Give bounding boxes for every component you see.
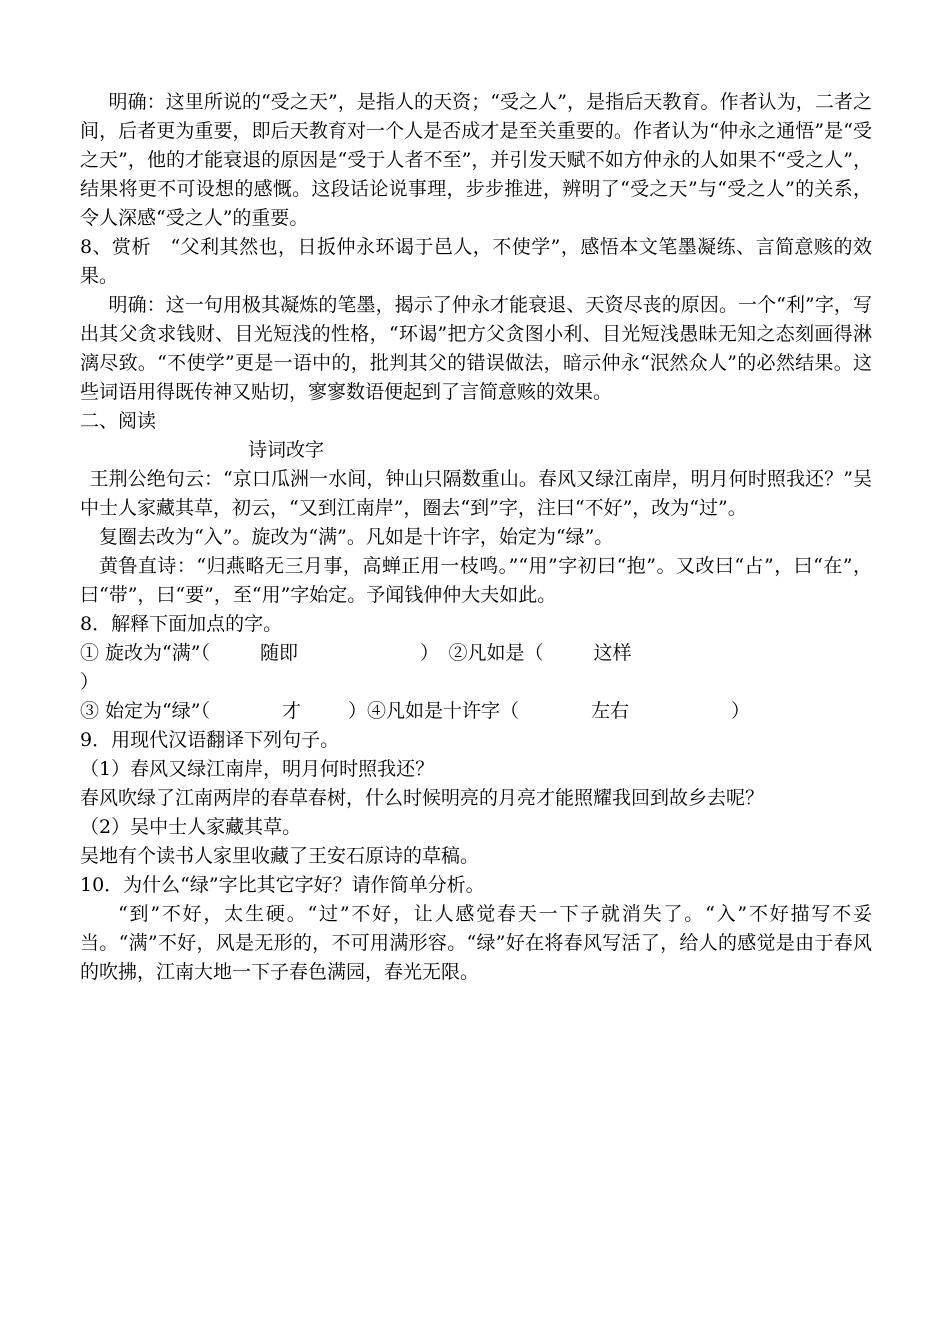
section-heading: 二、阅读 [80, 410, 157, 432]
item-2-label: ） ②凡如是（ [419, 642, 544, 664]
question-9-translation-2: 吴地有个读书人家里收藏了王安石原诗的草稿。 [80, 845, 480, 867]
question-8-row-2 [80, 697, 872, 726]
item-4-close: ） [730, 700, 750, 722]
question-8-row-1 [80, 639, 872, 668]
reading-paragraph-3: 黄鲁直诗：“归燕略无三月事，高蝉正用一枝鸣。”“用”字初曰“抱”。又改曰“占”，曰“在”，曰“带”，曰“要”，至“用”字始定。予闻钱伸仲大夫如此。 [80, 555, 872, 606]
reading-paragraph-1: 王荆公绝句云：“京口瓜洲一水间，钟山只隔数重山。春风又绿江南岸，明月何时照我还？”吴中士人家藏其草，初云，“又到江南岸”，圈去“到”字，注曰“不好”，改为“过”。 [80, 468, 872, 519]
document-page [80, 88, 872, 987]
question-9-translation-1: 春风吹绿了江南两岸的春草春树，什么时候明亮的月亮才能照耀我回到故乡去呢？ [80, 787, 765, 809]
question-9-prompt: 9．用现代汉语翻译下列句子。 [80, 729, 340, 751]
question-9-sentence-2: （2）吴中士人家藏其草。 [80, 816, 302, 838]
question-10-prompt: 10．为什么“绿”字比其它字好？请作简单分析。 [80, 874, 485, 896]
item-2-answer: 这样 [593, 642, 632, 664]
item-3-answer: 才 [281, 700, 301, 722]
item-2-close: ） [80, 671, 100, 693]
analysis-paragraph-2: 明确：这一句用极其凝炼的笔墨，揭示了仲永才能衰退、天资尽丧的原因。一个“利”字，写出其父贪求钱财、目光短浅的性格，“环谒”把方父贪图小利、目光短浅愚昧无知之态刻画得淋漓尽致。“不使学”更是一语中的，批判其父的错误做法，暗示仲永“泯然众人”的必然结果。这些词语用得既传神又贴切，寥寥数语便起到了言简意赅的效果。 [80, 294, 872, 403]
reading-title: 诗词改字 [248, 439, 325, 461]
question-9-sentence-1: （1）春风又绿江南岸，明月何时照我还？ [80, 758, 435, 780]
item-1-label: ① 旋改为“满”（ [80, 642, 210, 664]
reading-paragraph-2: 复圈去改为“入”。旋改为“满”。凡如是十许字，始定为“绿”。 [99, 526, 614, 548]
item-4-answer: 左右 [590, 700, 629, 722]
item-4-label: ）④凡如是十许字（ [347, 700, 519, 722]
item-3-label: ③ 始定为“绿”（ [80, 700, 210, 722]
question-10-answer: “到”不好，太生硬。“过”不好，让人感觉春天一下子就消失了。“入”不好描写不妥当。“满”不好，风是无形的，不可用满形容。“绿”好在将春风写活了，给人的感觉是由于春风的吹拂，江南大地一下子春色满园，春光无限。 [80, 903, 872, 983]
question-8-appreciation: 8、赏析 “父利其然也，日扳仲永环谒于邑人，不使学”，感悟本文笔墨凝练、言简意赅的效果。 [80, 236, 872, 287]
analysis-paragraph-1: 明确：这里所说的“受之天”，是指人的天资；“受之人”，是指后天教育。作者认为，二者之间，后者更为重要，即后天教育对一个人是否成才是至关重要的。作者认为“仲永之通悟”是“受之天”，他的才能衰退的原因是“受于人者不至”，并引发天赋不如方仲永的人如果不“受之人”，结果将更不可设想的感慨。这段话论说事理，步步推进，辨明了“受之天”与“受之人”的关系，令人深感“受之人”的重要。 [80, 91, 872, 229]
question-8-prompt: 8．解释下面加点的字。 [80, 613, 283, 635]
item-1-answer: 随即 [259, 642, 298, 664]
